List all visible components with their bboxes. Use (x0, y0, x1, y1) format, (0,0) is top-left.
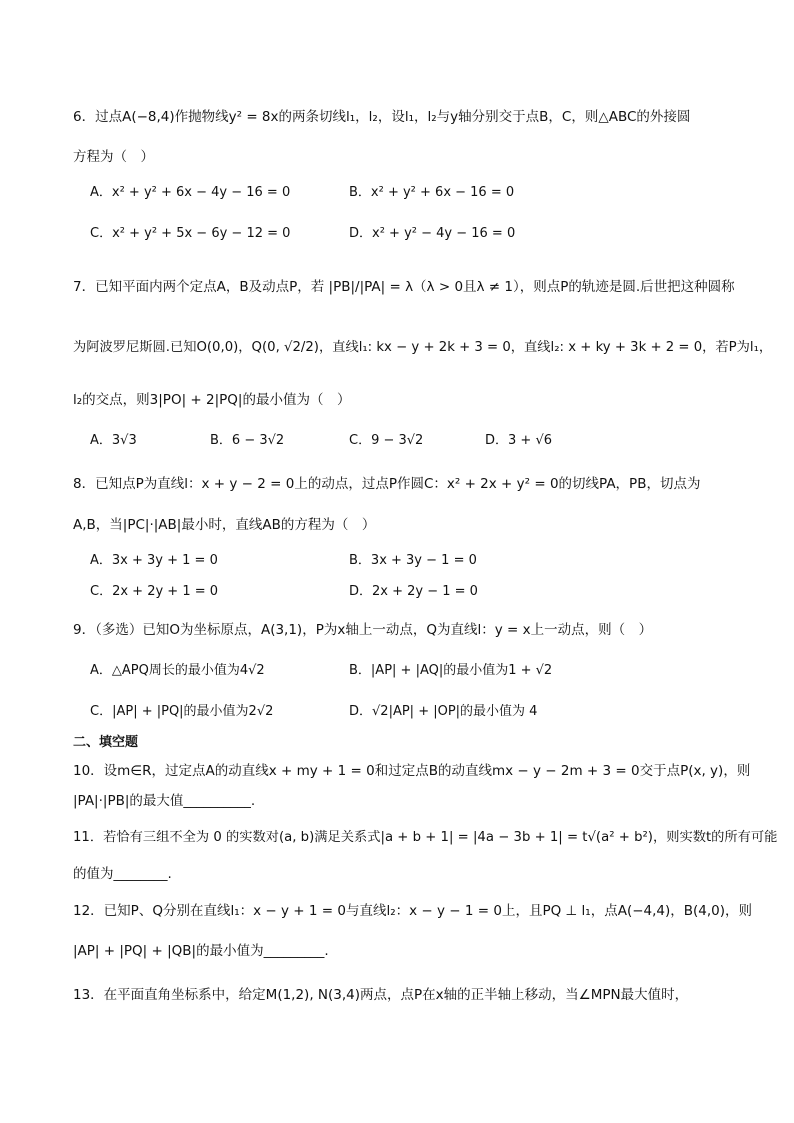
q7-option-a: A．3√3 (90, 433, 137, 448)
q8-option-c: C．2x + 2y + 1 = 0 (90, 584, 219, 599)
q6-option-b: B．x² + y² + 6x − 16 = 0 (349, 185, 515, 200)
q7-stem-line3: l₂的交点，则3|PO| + 2|PQ|的最小值为（ ） (73, 392, 351, 408)
q7-stem-line1: 7．已知平面内两个定点A，B及动点P，若 |PB|/|PA| = λ（λ > 0且λ ≠ 1），则点P的轨迹是圆.后世把这种圆称 (73, 279, 735, 295)
section-fill-in-blank-heading: 二、填空题 (73, 735, 139, 750)
q9-stem-line1: 9．（多选）已知O为坐标原点，A(3,1)，P为x轴上一动点，Q为直线l：y = x上一动点，则（ ） (73, 622, 653, 638)
q12-stem-line2: |AP| + |PQ| + |QB|的最小值为_________. (73, 943, 329, 959)
q10-stem-line2: |PA|·|PB|的最大值__________. (73, 793, 256, 809)
q7-stem-line2: 为阿波罗尼斯圆.已知O(0,0)，Q(0, √2/2)，直线l₁: kx − y + 2k + 3 = 0，直线l₂: x + ky + 3k + 2 = 0，若P为l₁， (73, 340, 773, 355)
q8-stem-line1: 8．已知点P为直线l：x + y − 2 = 0上的动点，过点P作圆C：x² + 2x + y² = 0的切线PA，PB，切点为 (73, 476, 701, 492)
q11-stem-line2: 的值为________. (73, 866, 172, 882)
q9-option-b: B．|AP| + |AQ|的最小值为1 + √2 (349, 663, 553, 678)
q9-option-d: D．√2|AP| + |OP|的最小值为 4 (349, 704, 538, 719)
q12-stem-line1: 12．已知P、Q分别在直线l₁：x − y + 1 = 0与直线l₂：x − y − 1 = 0上，且PQ ⊥ l₁，点A(−4,4)，B(4,0)，则 (73, 903, 753, 919)
q9-option-a: A．△APQ周长的最小值为4√2 (90, 663, 265, 678)
q7-option-b: B．6 − 3√2 (210, 433, 285, 448)
q8-option-d: D．2x + 2y − 1 = 0 (349, 584, 478, 599)
q11-stem-line1: 11．若恰有三组不全为 0 的实数对(a, b)满足关系式|a + b + 1| = |4a − 3b + 1| = t√(a² + b²)，则实数t的所有可能 (73, 830, 778, 845)
q8-option-b: B．3x + 3y − 1 = 0 (349, 553, 477, 568)
q6-stem-line1: 6．过点A(−8,4)作抛物线y² = 8x的两条切线l₁，l₂，设l₁，l₂与y轴分别交于点B，C，则△ABC的外接圆 (73, 109, 691, 125)
q10-stem-line1: 10．设m∈R，过定点A的动直线x + my + 1 = 0和过定点B的动直线mx − y − 2m + 3 = 0交于点P(x, y)，则 (73, 763, 751, 779)
q7-option-d: D．3 + √6 (485, 433, 552, 448)
q6-option-a: A．x² + y² + 6x − 4y − 16 = 0 (90, 185, 291, 200)
q9-option-c: C．|AP| + |PQ|的最小值为2√2 (90, 704, 274, 719)
q13-stem-line1: 13．在平面直角坐标系中，给定M(1,2), N(3,4)两点，点P在x轴的正半轴上移动，当∠MPN最大值时， (73, 987, 689, 1003)
q6-stem-line2: 方程为（ ） (73, 149, 154, 165)
q8-stem-line2: A,B，当|PC|·|AB|最小时，直线AB的方程为（ ） (73, 517, 376, 533)
q6-option-d: D．x² + y² − 4y − 16 = 0 (349, 226, 516, 241)
q8-option-a: A．3x + 3y + 1 = 0 (90, 553, 218, 568)
q6-option-c: C．x² + y² + 5x − 6y − 12 = 0 (90, 226, 291, 241)
q7-option-c: C．9 − 3√2 (349, 433, 424, 448)
